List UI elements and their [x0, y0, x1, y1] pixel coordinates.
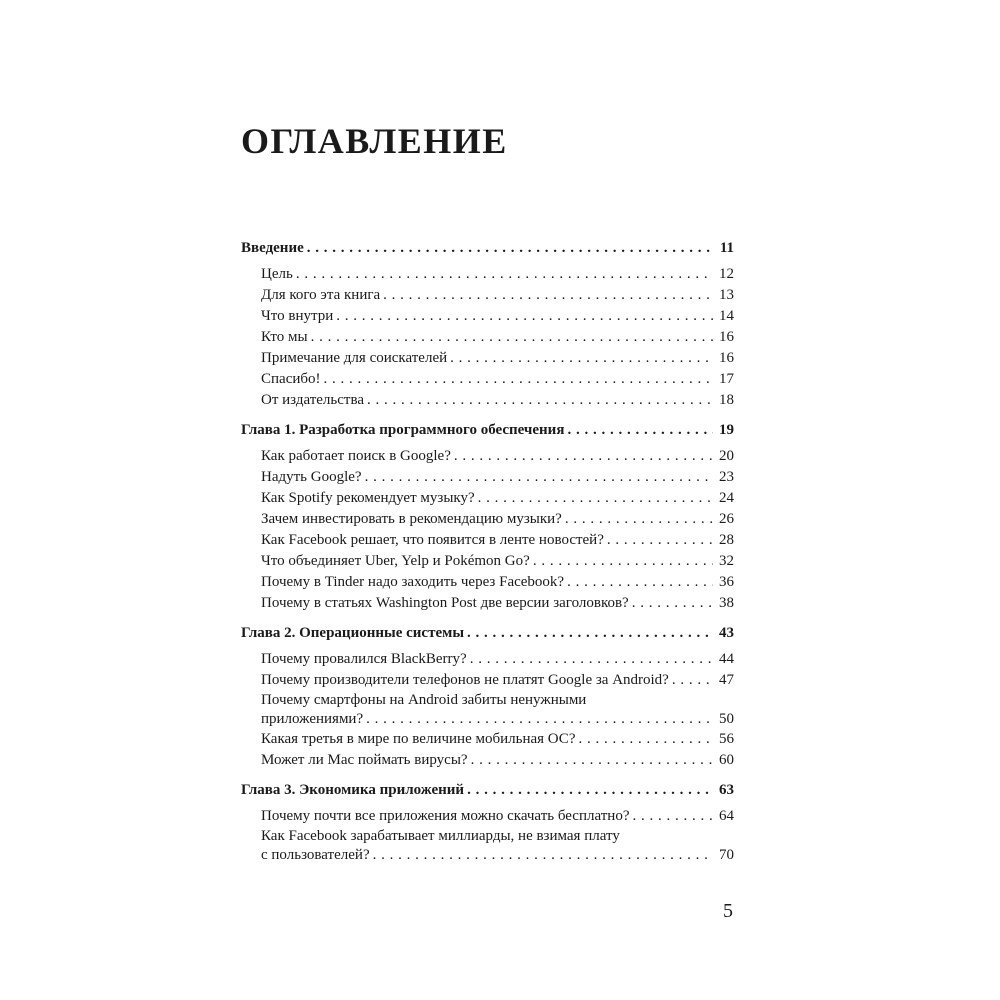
page-number: 5 — [723, 900, 733, 922]
toc-entry[interactable] — [241, 806, 734, 827]
toc-entry[interactable] — [241, 306, 734, 327]
dot-leader — [324, 369, 713, 390]
toc-entry-page: 14 — [719, 308, 734, 324]
toc-entry-page: 26 — [719, 511, 734, 527]
dot-leader — [565, 509, 713, 530]
toc-entry-title: Цель — [261, 266, 293, 282]
dot-leader — [632, 806, 713, 827]
toc-entry-page: 64 — [719, 808, 734, 824]
toc-entry-title: Что внутри — [261, 308, 334, 324]
toc-section — [241, 238, 734, 411]
toc-entry[interactable] — [241, 348, 734, 369]
toc-chapter-page: 43 — [719, 625, 734, 641]
toc-entry[interactable] — [241, 467, 734, 488]
toc-entry-title: Для кого эта книга — [261, 287, 381, 303]
dot-leader — [467, 780, 713, 801]
toc-entry[interactable] — [241, 670, 734, 691]
dot-leader — [533, 551, 713, 572]
toc-entry[interactable] — [241, 572, 734, 593]
toc-entry[interactable] — [241, 750, 734, 771]
toc-entry-page: 17 — [719, 371, 734, 387]
toc-chapter-entry[interactable] — [241, 623, 734, 644]
dot-leader — [471, 750, 713, 771]
toc-entry-page: 32 — [719, 553, 734, 569]
toc-section — [241, 420, 734, 614]
toc-entry-page: 70 — [719, 847, 734, 863]
toc-entry-title-cont: с пользователей? — [261, 847, 370, 863]
toc-entry-title: Примечание для соискателей — [261, 350, 448, 366]
dot-leader — [672, 670, 713, 691]
toc-entry-title: Почему в Tinder надо заходить через Facebook? — [261, 574, 565, 590]
toc-entry-page: 36 — [719, 574, 734, 590]
dot-leader — [478, 488, 713, 509]
toc-entry-title: Надуть Google? — [261, 469, 362, 485]
dot-leader — [311, 327, 713, 348]
toc-chapter-page: 63 — [719, 782, 734, 798]
toc-entry[interactable] — [241, 509, 734, 530]
toc-section — [241, 780, 734, 865]
dot-leader — [307, 238, 713, 259]
dot-leader — [450, 348, 713, 369]
toc-entry-title: Как Facebook решает, что появится в ленте новостей? — [261, 532, 604, 548]
toc-entry[interactable] — [241, 593, 734, 614]
toc-chapter-title: Глава 3. Экономика приложений — [241, 782, 465, 798]
toc-entry-page: 16 — [719, 350, 734, 366]
toc-section — [241, 623, 734, 771]
toc-entry[interactable] — [241, 264, 734, 285]
toc-entry-title: Спасибо! — [261, 371, 321, 387]
toc-entry-title: Что объединяет Uber, Yelp и Pokémon Go? — [261, 553, 530, 569]
toc-entry-page: 50 — [719, 711, 734, 727]
toc-entry-title: Зачем инвестировать в рекомендацию музыки? — [261, 511, 562, 527]
toc-entry[interactable] — [241, 369, 734, 390]
toc-entry-title: Почему провалился BlackBerry? — [261, 651, 467, 667]
page-title: ОГЛАВЛЕНИЕ — [241, 121, 508, 161]
toc-entry-title: Как Facebook зарабатывает миллиарды, не взимая плату — [261, 828, 620, 844]
toc-entry[interactable] — [241, 649, 734, 670]
dot-leader — [336, 306, 713, 327]
toc-chapter-entry[interactable] — [241, 420, 734, 441]
toc-chapter-title: Глава 2. Операционные системы — [241, 625, 465, 641]
toc-entry[interactable] — [241, 390, 734, 411]
toc-chapter-title: Глава 1. Разработка программного обеспечения — [241, 422, 565, 438]
toc-entry-title-cont: приложениями? — [261, 711, 364, 727]
dot-leader — [567, 420, 713, 441]
toc-entry-page: 13 — [719, 287, 734, 303]
toc-entry[interactable] — [241, 691, 734, 729]
dot-leader — [365, 467, 713, 488]
toc-entry-page: 44 — [719, 651, 734, 667]
toc-entry[interactable] — [241, 729, 734, 750]
toc-entry-title: Почему смартфоны на Android забиты ненужными — [261, 692, 587, 708]
toc-entry-title: От издательства — [261, 392, 365, 408]
toc-entry[interactable] — [241, 827, 734, 865]
toc-entry-page: 47 — [719, 672, 734, 688]
dot-leader — [467, 623, 713, 644]
toc-entry-page: 60 — [719, 752, 734, 768]
dot-leader — [383, 285, 713, 306]
dot-leader — [367, 390, 713, 411]
toc-entry[interactable] — [241, 530, 734, 551]
dot-leader — [454, 446, 713, 467]
toc-entry[interactable] — [241, 285, 734, 306]
toc-entry-title: Почему в статьях Washington Post две версии заголовков? — [261, 595, 629, 611]
dot-leader — [373, 846, 713, 865]
toc-entry-title: Кто мы — [261, 329, 308, 345]
dot-leader — [578, 729, 713, 750]
toc-entry-title: Как работает поиск в Google? — [261, 448, 451, 464]
toc-chapter-page: 19 — [719, 422, 734, 438]
toc-chapter-title: Введение — [241, 240, 304, 256]
toc-entry-page: 56 — [719, 731, 734, 747]
toc-entry[interactable] — [241, 551, 734, 572]
toc-entry-page: 20 — [719, 448, 734, 464]
toc-entry-page: 38 — [719, 595, 734, 611]
toc-entry-page: 23 — [719, 469, 734, 485]
toc-entry-title: Какая третья в мире по величине мобильная ОС? — [261, 731, 576, 747]
dot-leader — [632, 593, 713, 614]
dot-leader — [607, 530, 713, 551]
toc-entry-page: 18 — [719, 392, 734, 408]
toc-chapter-entry[interactable] — [241, 780, 734, 801]
toc-entry-page: 24 — [719, 490, 734, 506]
toc-entry-page: 16 — [719, 329, 734, 345]
toc-entry-title: Может ли Mac поймать вирусы? — [261, 752, 468, 768]
toc-entry-title: Как Spotify рекомендует музыку? — [261, 490, 475, 506]
toc-entry-title: Почему почти все приложения можно скачать бесплатно? — [261, 808, 630, 824]
toc-entry-title: Почему производители телефонов не платят Google за Android? — [261, 672, 669, 688]
dot-leader — [296, 264, 713, 285]
dot-leader — [470, 649, 713, 670]
toc-entry[interactable] — [241, 446, 734, 467]
table-of-contents — [241, 238, 734, 874]
dot-leader — [567, 572, 713, 593]
toc-entry-page: 28 — [719, 532, 734, 548]
toc-chapter-entry[interactable] — [241, 238, 734, 259]
dot-leader — [366, 710, 713, 729]
toc-entry[interactable] — [241, 488, 734, 509]
toc-chapter-page: 11 — [719, 240, 734, 256]
toc-entry-page: 12 — [719, 266, 734, 282]
toc-entry[interactable] — [241, 327, 734, 348]
